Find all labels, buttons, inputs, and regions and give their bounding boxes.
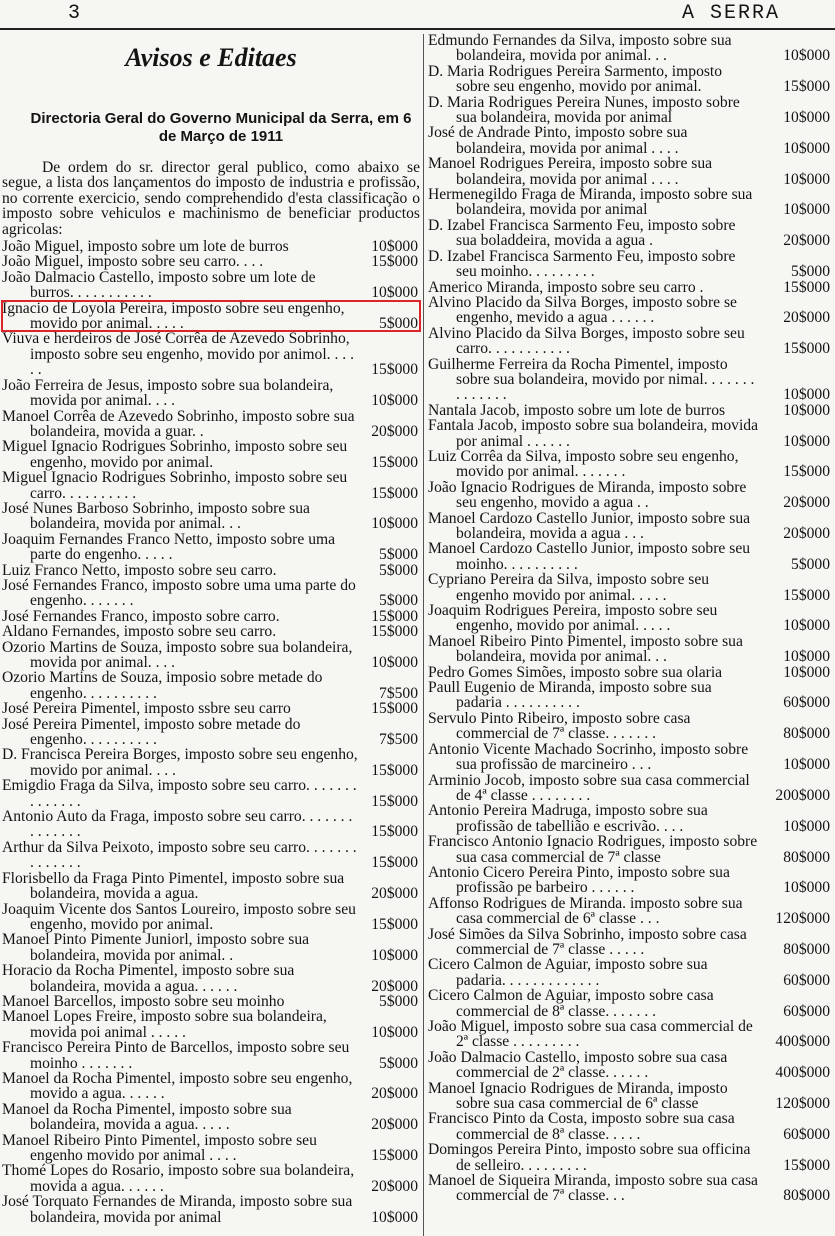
entry-amount: 10$000 bbox=[783, 401, 830, 419]
entry-amount: 15$000 bbox=[371, 623, 418, 641]
list-item bbox=[2, 717, 420, 748]
list-item bbox=[428, 988, 832, 1019]
entry-amount: 10$000 bbox=[783, 109, 830, 127]
list-item bbox=[428, 125, 832, 156]
entry-amount: 15$000 bbox=[783, 1156, 830, 1174]
entry-text: Manoel Cardozo Castello Junior, imposto sobre seu moinho. . . . . . . . . . bbox=[428, 540, 751, 573]
page-header bbox=[0, 0, 835, 26]
entry-amount: 60$000 bbox=[783, 694, 830, 712]
list-item bbox=[428, 357, 832, 403]
list-item bbox=[2, 747, 420, 778]
list-item bbox=[2, 532, 420, 563]
entry-amount: 5$000 bbox=[379, 561, 418, 579]
column-divider bbox=[423, 34, 424, 1236]
entry-amount: 10$000 bbox=[371, 1208, 418, 1226]
entry-text: Miguel Ignacio Rodrigues Sobrinho, imposto sobre seu carro. . . . . . . . . . bbox=[2, 469, 348, 502]
list-item bbox=[2, 994, 420, 1009]
entry-amount: 20$000 bbox=[783, 494, 830, 512]
entry-amount: 15$000 bbox=[783, 463, 830, 481]
list-item bbox=[428, 1081, 832, 1112]
entry-text: Edmundo Fernandes da Silva, imposto sobre sua bolandeira, movida por animal. . . bbox=[428, 32, 732, 65]
notice-subtitle: Directoria Geral do Governo Municipal da Serra, em 6 de Março de 1911 bbox=[30, 110, 412, 145]
entry-text: Americo Miranda, imposto sobre seu carro . bbox=[428, 278, 704, 296]
entry-amount: 10$000 bbox=[783, 47, 830, 65]
entry-text: Affonso Rodrigues de Miranda. imposto sobre sua casa commercial de 6ª classe . . . bbox=[428, 894, 743, 928]
entry-amount: 10$000 bbox=[783, 386, 830, 404]
entry-text: Servulo Pinto Ribeiro, imposto sobre casa commercial de 7ª classe. . . . . . . bbox=[428, 709, 691, 743]
list-item bbox=[428, 541, 832, 572]
list-item bbox=[428, 33, 832, 64]
entry-text: D. Maria Rodrigues Pereira Sarmento, imposto sobre seu engenho, movido por animal. bbox=[428, 62, 723, 96]
list-item bbox=[2, 1102, 420, 1133]
list-item bbox=[2, 871, 420, 902]
entry-amount: 15$000 bbox=[783, 340, 830, 358]
list-item bbox=[428, 1142, 832, 1173]
entry-text: Joaquim Vicente dos Santos Loureiro, imposto sobre seu engenho, movido por animal. bbox=[2, 900, 356, 933]
entry-text: Manoel da Rocha Pimentel, imposto sobre sua bolandeira, movida a agua. . . . . bbox=[2, 1100, 292, 1134]
list-item bbox=[428, 1111, 832, 1142]
entry-text: Manoel Ignacio Rodrigues de Miranda, imposto sobre sua casa commercial de 6ª classe bbox=[428, 1079, 728, 1113]
entry-text: Paull Eugenio de Miranda, imposto sobre sua padaria . . . . . . . . . . bbox=[428, 679, 712, 712]
list-item bbox=[2, 701, 420, 716]
list-item bbox=[428, 680, 832, 711]
entry-text: Antonio Pereira Madruga, imposto sobre sua profissão de tabellião e escrivão. . . . bbox=[428, 802, 708, 835]
entry-amount: 20$000 bbox=[783, 232, 830, 250]
list-item bbox=[2, 409, 420, 440]
entry-amount: 15$000 bbox=[371, 253, 418, 271]
entry-amount: 20$000 bbox=[371, 422, 418, 440]
entry-text: João Ferreira de Jesus, imposto sobre sua bolandeira, movida por animal. . . . bbox=[2, 376, 334, 410]
list-item bbox=[2, 809, 420, 840]
entry-amount: 5$000 bbox=[379, 315, 418, 333]
entry-text: D. Francisca Pereira Borges, imposto sobre seu engenho, movido por animal. . . . bbox=[2, 746, 358, 779]
list-item bbox=[428, 834, 832, 865]
entry-amount: 15$000 bbox=[783, 78, 830, 96]
entry-amount: 15$000 bbox=[371, 700, 418, 718]
list-item bbox=[428, 711, 832, 742]
entry-text: Manoel da Rocha Pimentel, imposto sobre seu engenho, movido a agua. . . . . . bbox=[2, 1069, 353, 1103]
entry-amount: 20$000 bbox=[783, 525, 830, 542]
entry-text: João Miguel, imposto sobre sua casa commercial de 2ª classe . . . . . . . . . bbox=[428, 1018, 753, 1051]
entry-amount: 10$000 bbox=[783, 879, 830, 897]
entry-text: Ozorio Martins de Souza, imposio sobre metade do engenho. . . . . . . . . . bbox=[2, 669, 323, 702]
entry-text: Ignacio de Loyola Pereira, imposto sobre seu engenho, movido por animal. . . . . bbox=[2, 299, 345, 333]
list-item bbox=[428, 187, 832, 218]
right-entry-list bbox=[428, 33, 832, 1204]
entry-amount: 10$000 bbox=[783, 663, 830, 681]
entry-amount: 80$000 bbox=[783, 1187, 830, 1205]
entry-amount: 120$000 bbox=[775, 1095, 830, 1113]
entry-text: João Dalmacio Castello, imposto sobre um lote de burros. . . . . . . . . . . bbox=[2, 268, 316, 302]
list-item bbox=[428, 480, 832, 511]
list-item bbox=[2, 963, 420, 994]
entry-amount: 15$000 bbox=[371, 761, 418, 779]
list-item bbox=[2, 331, 420, 377]
entry-text: Guilherme Ferreira da Rocha Pimentel, imposto sobre sua bolandeira, movido por nimal. . . . . . . . . . . . . . bbox=[428, 355, 755, 404]
entry-amount: 15$000 bbox=[783, 278, 830, 296]
entry-text: Ozorio Martins de Souza, imposto sobre sua bolandeira, movida por animal. . . . bbox=[2, 638, 353, 671]
entry-text: Cicero Calmon de Aguiar, imposto sobre casa commercial de 8ª classe. . . . . . . bbox=[428, 987, 714, 1020]
list-item bbox=[428, 927, 832, 958]
list-item bbox=[2, 501, 420, 532]
list-item bbox=[428, 957, 832, 988]
list-item bbox=[428, 295, 832, 326]
entry-amount: 400$000 bbox=[775, 1064, 830, 1082]
entry-amount: 15$000 bbox=[371, 607, 418, 625]
list-item bbox=[2, 1163, 420, 1194]
list-item bbox=[428, 1019, 832, 1050]
entry-text: José Torquato Fernandes de Miranda, imposto sobre sua bolandeira, movida por animal bbox=[2, 1193, 353, 1226]
entry-text: Manoel Cardozo Castello Junior, imposto sobre sua bolandeira, movida a agua . . . bbox=[428, 509, 751, 542]
entry-amount: 10$000 bbox=[783, 756, 830, 774]
list-item bbox=[2, 563, 420, 578]
entry-amount: 20$000 bbox=[371, 977, 418, 995]
list-item bbox=[428, 95, 832, 126]
list-item bbox=[2, 624, 420, 639]
entry-amount: 60$000 bbox=[783, 971, 830, 989]
list-item bbox=[2, 840, 420, 871]
entry-text: João Miguel, imposto sobre um lote de burros bbox=[2, 238, 289, 256]
list-item bbox=[2, 578, 420, 609]
entry-amount: 400$000 bbox=[775, 1033, 830, 1051]
entry-amount: 15$000 bbox=[371, 1147, 418, 1164]
list-item bbox=[428, 742, 832, 773]
entry-amount: 10$000 bbox=[371, 284, 418, 302]
entry-text: Joaquim Rodrigues Pereira, imposto sobre seu engenho, movido por animal. . . . . bbox=[428, 602, 718, 635]
entry-amount: 80$000 bbox=[783, 725, 830, 743]
entry-text: João Miguel, imposto sobre seu carro. . . . bbox=[2, 253, 264, 271]
entry-amount: 10$000 bbox=[783, 648, 830, 666]
entry-text: Domingos Pereira Pinto, imposto sobre sua officina de selleiro. . . . . . . . . bbox=[428, 1141, 751, 1174]
entry-text: Manoel Pinto Pimente Juniorl, imposto sobre sua bolandeira, movida por animal. . bbox=[2, 931, 310, 964]
list-item bbox=[428, 773, 832, 804]
entry-amount: 10$000 bbox=[371, 1023, 418, 1041]
entry-text: Aldano Fernandes, imposto sobre seu carro. bbox=[2, 623, 277, 641]
entry-text: Manoel Corrêa de Azevedo Sobrinho, imposto sobre sua bolandeira, movida a guar. . bbox=[2, 407, 355, 440]
entry-text: Luiz Corrêa da Silva, imposto sobre seu engenho, movido por animal. . . . . . . bbox=[428, 447, 739, 481]
entry-text: Manoel Rodrigues Pereira, imposto sobre sua bolandeira, movida por animal . . . . bbox=[428, 155, 713, 188]
entry-amount: 5$000 bbox=[379, 1054, 418, 1072]
list-item bbox=[428, 249, 832, 280]
entry-text: Viuva e herdeiros de José Corrêa de Azevedo Sobrinho, imposto sobre seu engenho, movido por animol. . . . . . bbox=[2, 330, 354, 379]
entry-text: Cicero Calmon de Aguiar, imposto sobre sua padaria. . . . . . . . . . . . . bbox=[428, 956, 708, 989]
list-item bbox=[428, 634, 832, 665]
list-item bbox=[2, 1040, 420, 1071]
entry-text: Arminio Jocob, imposto sobre sua casa commercial de 4ª classe . . . . . . . . bbox=[428, 771, 750, 804]
entry-text: Hermenegildo Fraga de Miranda, imposto sobre sua bolandeira, movida por animal bbox=[428, 186, 753, 219]
list-item bbox=[428, 326, 832, 357]
entry-amount: 20$000 bbox=[783, 309, 830, 327]
list-item bbox=[2, 1133, 420, 1164]
list-item bbox=[2, 301, 420, 332]
entry-text: João Ignacio Rodrigues de Miranda, imposto sobre seu engenho, movido a agua . . bbox=[428, 478, 747, 512]
entry-amount: 15$000 bbox=[371, 915, 418, 933]
entry-amount: 20$000 bbox=[371, 1116, 418, 1134]
entry-amount: 10$000 bbox=[783, 139, 830, 157]
list-item bbox=[428, 511, 832, 542]
entry-text: Thomé Lopes do Rosario, imposto sobre sua bolandeira, movida a agua. . . . . . bbox=[2, 1162, 355, 1195]
list-item bbox=[428, 156, 832, 187]
list-item bbox=[2, 254, 420, 269]
entry-amount: 20$000 bbox=[371, 885, 418, 903]
entry-text: Antonio Auto da Fraga, imposto sobre seu carro. . . . . . . . . . . . . . bbox=[2, 808, 353, 841]
entry-amount: 80$000 bbox=[783, 940, 830, 958]
entry-amount: 10$000 bbox=[371, 946, 418, 964]
entry-amount: 15$000 bbox=[371, 484, 418, 502]
list-item bbox=[428, 603, 832, 634]
list-item bbox=[428, 665, 832, 680]
list-item bbox=[428, 572, 832, 603]
entry-text: João Dalmacio Castello, imposto sobre sua casa commercial de 2ª classe. . . . . . bbox=[428, 1048, 728, 1082]
entry-text: Francisco Pereira Pinto de Barcellos, imposto sobre seu moinho . . . . . . . bbox=[2, 1039, 350, 1072]
list-item bbox=[428, 64, 832, 95]
list-item bbox=[428, 403, 832, 418]
entry-text: José Fernandes Franco, imposto sobre carro. bbox=[2, 607, 280, 625]
entry-amount: 5$000 bbox=[791, 555, 830, 573]
entry-text: Fantala Jacob, imposto sobre sua bolandeira, movida por animal . . . . . . bbox=[428, 417, 758, 450]
entry-amount: 15$000 bbox=[371, 854, 418, 872]
entry-amount: 15$000 bbox=[371, 453, 418, 471]
entry-text: Francisco Antonio Ignacio Rodrigues, imposto sobre sua casa commercial de 7ª classe bbox=[428, 833, 758, 866]
entry-amount: 10$000 bbox=[783, 817, 830, 835]
list-item bbox=[2, 778, 420, 809]
list-item bbox=[2, 270, 420, 301]
list-item bbox=[2, 239, 420, 254]
page-number: 3 bbox=[68, 2, 81, 25]
left-column bbox=[2, 34, 420, 1225]
list-item bbox=[428, 418, 832, 449]
section-title: Avisos e Editaes bbox=[125, 43, 297, 72]
entry-amount: 7$500 bbox=[379, 684, 418, 702]
entry-amount: 10$000 bbox=[371, 515, 418, 533]
list-item bbox=[2, 1071, 420, 1102]
list-item bbox=[2, 609, 420, 624]
entry-text: Alvino Placido da Silva Borges, imposto sobre se engenho, mevido a agua . . . . . . bbox=[428, 293, 737, 327]
list-item bbox=[428, 218, 832, 249]
entry-amount: 15$000 bbox=[783, 586, 830, 604]
entry-amount: 20$000 bbox=[371, 1085, 418, 1103]
entry-amount: 5$000 bbox=[791, 263, 830, 281]
entry-text: Manoel Ribeiro Pinto Pimentel, imposto sobre seu engenho movido por animal . . . . bbox=[2, 1131, 317, 1164]
list-item bbox=[428, 449, 832, 480]
entry-text: Pedro Gomes Simões, imposto sobre sua olaria bbox=[428, 663, 723, 681]
entry-text: Antonio Cicero Pereira Pinto, imposto sobre sua profissão pe barbeiro . . . . . . bbox=[428, 863, 730, 897]
entry-text: Nantala Jacob, imposto sobre um lote de burros bbox=[428, 401, 726, 419]
left-entry-list bbox=[2, 239, 420, 1225]
entry-amount: 10$000 bbox=[783, 170, 830, 188]
entry-text: Cypriano Pereira da Silva, imposto sobre seu engenho movido por animal. . . . . bbox=[428, 571, 710, 604]
entry-text: José Simões da Silva Sobrinho, imposto sobre casa commercial de 7ª classe . . . . . bbox=[428, 925, 747, 958]
entry-text: Florisbello da Fraga Pinto Pimentel, imposto sobre sua bolandeira, movida a agua. bbox=[2, 869, 345, 903]
list-item bbox=[2, 902, 420, 933]
list-item bbox=[428, 1050, 832, 1081]
entry-text: D. Maria Rodrigues Pereira Nunes, imposto sobre sua bolandeira, movida por animal bbox=[428, 93, 740, 127]
entry-text: Luiz Franco Netto, imposto sobre seu carro. bbox=[2, 561, 277, 579]
list-item bbox=[428, 280, 832, 295]
list-item bbox=[428, 896, 832, 927]
list-item bbox=[2, 670, 420, 701]
list-item bbox=[428, 803, 832, 834]
entry-amount: 10$000 bbox=[783, 432, 830, 450]
entry-amount: 5$000 bbox=[379, 592, 418, 610]
entry-text: Manoel Barcellos, imposto sobre seu moinho bbox=[2, 992, 285, 1010]
entry-text: José Pereira Pimentel, imposto ssbre seu carro bbox=[2, 700, 291, 718]
list-item bbox=[2, 378, 420, 409]
entry-amount: 15$000 bbox=[371, 823, 418, 841]
entry-amount: 15$000 bbox=[371, 361, 418, 379]
entry-text: Arthur da Silva Peixoto, imposto sobre seu carro. . . . . . . . . . . . . . bbox=[2, 838, 357, 872]
entry-text: Francisco Pinto da Costa, imposto sobre sua casa commercial de 8ª classe. . . . . bbox=[428, 1110, 735, 1143]
entry-amount: 15$000 bbox=[371, 792, 418, 810]
entry-text: Manoel Lopes Freire, imposto sobre sua bolandeira, movida poi animal . . . . . bbox=[2, 1008, 327, 1041]
entry-amount: 120$000 bbox=[775, 910, 830, 928]
right-column bbox=[428, 33, 832, 1204]
entry-text: D. Izabel Francisca Sarmento Feu, imposto sobre seu moinho. . . . . . . . . bbox=[428, 247, 736, 281]
entry-amount: 80$000 bbox=[783, 848, 830, 866]
entry-amount: 5$000 bbox=[379, 992, 418, 1010]
header-rule bbox=[0, 28, 835, 30]
list-item bbox=[2, 439, 420, 470]
entry-text: José Nunes Barboso Sobrinho, imposto sobre sua bolandeira, movida por animal. . . bbox=[2, 499, 310, 533]
list-item bbox=[2, 1009, 420, 1040]
entry-text: Joaquim Fernandes Franco Netto, imposto sobre uma parte do engenho. . . . . bbox=[2, 530, 336, 564]
entry-text: D. Izabel Francisca Sarmento Feu, imposto sobre sua boladdeira, movida a agua . bbox=[428, 216, 736, 250]
list-item bbox=[2, 470, 420, 501]
entry-text: Emigdio Fraga da Silva, imposto sobre seu carro. . . . . . . . . . . . . . bbox=[2, 777, 357, 810]
list-item bbox=[428, 1173, 832, 1204]
entry-text: José Pereira Pimentel, imposto sobre metade do engenho. . . . . . . . . . bbox=[2, 715, 301, 749]
newspaper-name: A SERRA bbox=[681, 2, 780, 25]
notice-intro: De ordem do sr. director geral publico, como abaixo se segue, a lista dos lançamentos do imposto de industria e profissão, no corrente exercicio, sendo comprehendido d'esta classificação o imposto sobre vehiculos e machinismo de beneficiar productos agricolas: bbox=[2, 159, 420, 238]
entry-text: Antonio Vicente Machado Socrinho, imposto sobre sua profissão de marcineiro . . . bbox=[428, 740, 749, 774]
entry-text: José de Andrade Pinto, imposto sobre sua bolandeira, movida por animal . . . . bbox=[428, 124, 688, 157]
entry-text: Horacio da Rocha Pimentel, imposto sobre sua bolandeira, movida a agua. . . . . . bbox=[2, 962, 295, 995]
entry-amount: 10$000 bbox=[371, 392, 418, 410]
list-item bbox=[428, 865, 832, 896]
entry-amount: 60$000 bbox=[783, 1002, 830, 1020]
entry-amount: 10$000 bbox=[783, 201, 830, 219]
entry-text: Miguel Ignacio Rodrigues Sobrinho, imposto sobre seu engenho, movido por animal. bbox=[2, 438, 348, 471]
entry-amount: 10$000 bbox=[371, 654, 418, 671]
entry-amount: 10$000 bbox=[371, 238, 418, 256]
entry-text: José Fernandes Franco, imposto sobre uma uma parte do engenho. . . . . . . bbox=[2, 576, 356, 610]
entry-text: Manoel Ribeiro Pinto Pimentel, imposto sobre sua bolandeira, movida por animal. . . bbox=[428, 632, 743, 666]
entry-amount: 60$000 bbox=[783, 1125, 830, 1143]
entry-text: Manoel de Siqueira Miranda, imposto sobre sua casa commercial de 7ª classe. . . bbox=[428, 1172, 758, 1205]
list-item bbox=[2, 932, 420, 963]
entry-amount: 5$000 bbox=[379, 546, 418, 564]
entry-text: Alvino Placido da Silva Borges, imposto sobre seu carro. . . . . . . . . . . bbox=[428, 324, 745, 358]
entry-amount: 7$500 bbox=[379, 731, 418, 749]
list-item bbox=[2, 640, 420, 671]
entry-amount: 200$000 bbox=[775, 786, 830, 804]
entry-amount: 10$000 bbox=[783, 617, 830, 635]
list-item bbox=[2, 1194, 420, 1225]
entry-amount: 20$000 bbox=[371, 1177, 418, 1195]
